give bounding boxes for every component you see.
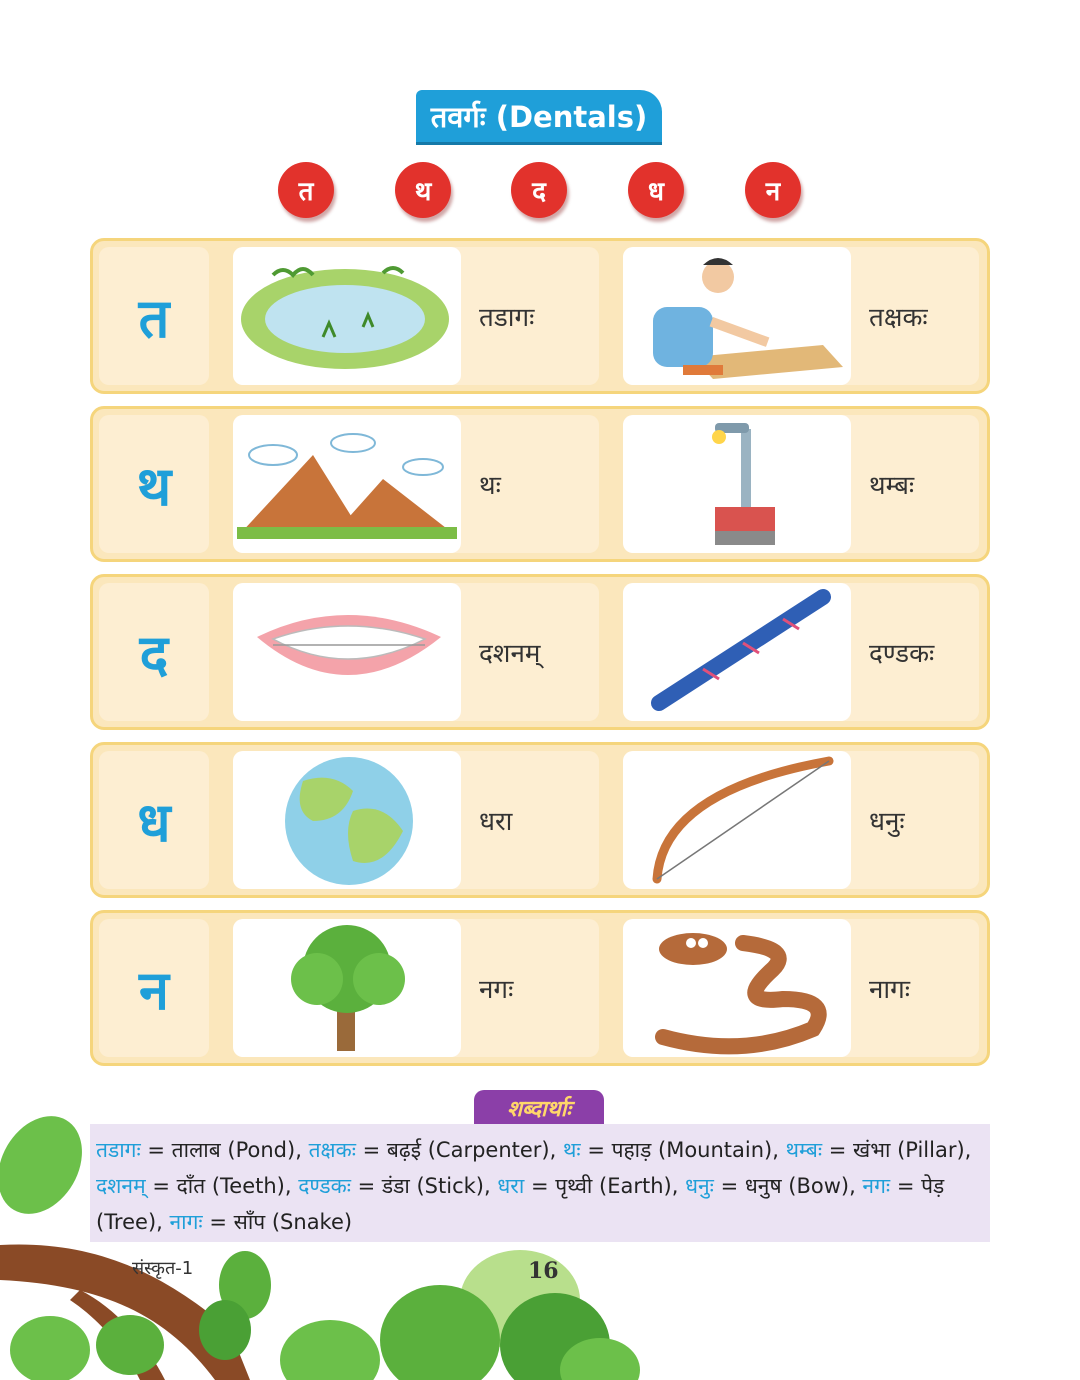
word-label: तक्षकः [869, 303, 928, 333]
letter-circle: थ [395, 162, 451, 218]
word-card [233, 415, 599, 553]
word-card [233, 919, 599, 1057]
carpenter-image [623, 247, 851, 385]
meaning-text: = पृथ्वी (Earth), [524, 1174, 686, 1198]
section-title: तवर्गः (Dentals) [416, 90, 662, 142]
word-label: नगः [479, 975, 514, 1005]
table-row [90, 238, 990, 394]
book-label: संस्कृत-1 [132, 1258, 194, 1279]
table-row [90, 574, 990, 730]
meaning-word: नागः [169, 1210, 203, 1234]
meaning-text: = पहाड़ (Mountain), [580, 1138, 786, 1162]
letter-circles [0, 162, 1080, 222]
word-card [623, 919, 979, 1057]
word-label: धरा [479, 807, 513, 837]
word-card [233, 247, 599, 385]
row-letter: ध [99, 751, 209, 889]
meaning-text: = बढ़ई (Carpenter), [355, 1138, 563, 1162]
table-row [90, 406, 990, 562]
tree-image [233, 919, 461, 1057]
stick-image [623, 583, 851, 721]
page-number: 16 [528, 1258, 559, 1284]
letter-circle: द [511, 162, 567, 218]
meaning-word: नगः [862, 1174, 891, 1198]
snake-image [623, 919, 851, 1057]
meanings-box [90, 1124, 990, 1242]
letter-circle: ध [628, 162, 684, 218]
teeth-image [233, 583, 461, 721]
word-label: नागः [869, 975, 911, 1005]
letter-circle: त [278, 162, 334, 218]
word-card [623, 583, 979, 721]
word-label: थः [479, 471, 501, 501]
row-letter: थ [99, 415, 209, 553]
meanings-title: शब्दार्थाः [474, 1090, 604, 1126]
meaning-text: = तालाब (Pond), [140, 1138, 309, 1162]
meaning-word: धरा [497, 1174, 525, 1198]
meaning-word: तक्षकः [308, 1138, 356, 1162]
meaning-word: धनुः [685, 1174, 714, 1198]
word-card [623, 415, 979, 553]
word-card [233, 583, 599, 721]
meaning-word: दशनम् [96, 1174, 146, 1198]
row-letter: त [99, 247, 209, 385]
pond-image [233, 247, 461, 385]
word-label: दशनम् [479, 639, 541, 669]
table-row [90, 742, 990, 898]
meaning-text: = साँप (Snake) [202, 1210, 353, 1234]
meaning-text: = डंडा (Stick), [350, 1174, 498, 1198]
meaning-word: तडागः [96, 1138, 141, 1162]
row-letter: द [99, 583, 209, 721]
row-letter: न [99, 919, 209, 1057]
meaning-text: = दाँत (Teeth), [145, 1174, 299, 1198]
meaning-text: = धनुष (Bow), [713, 1174, 863, 1198]
word-card [233, 751, 599, 889]
meaning-text: = पेड़ (Tree), [96, 1174, 945, 1234]
bow-image [623, 751, 851, 889]
word-label: दण्डकः [869, 639, 935, 669]
word-label: धनुः [869, 807, 905, 837]
meaning-text: = खंभा (Pillar), [822, 1138, 972, 1162]
meaning-word: थः [562, 1138, 581, 1162]
mountain-image [233, 415, 461, 553]
word-card [623, 247, 979, 385]
lamp-pillar-image [623, 415, 851, 553]
letter-circle: न [745, 162, 801, 218]
meaning-word: दण्डकः [298, 1174, 351, 1198]
word-label: थम्बः [869, 471, 915, 501]
table-row [90, 910, 990, 1066]
earth-image [233, 751, 461, 889]
meaning-word: थम्बः [785, 1138, 823, 1162]
word-label: तडागः [479, 303, 535, 333]
word-card [623, 751, 979, 889]
